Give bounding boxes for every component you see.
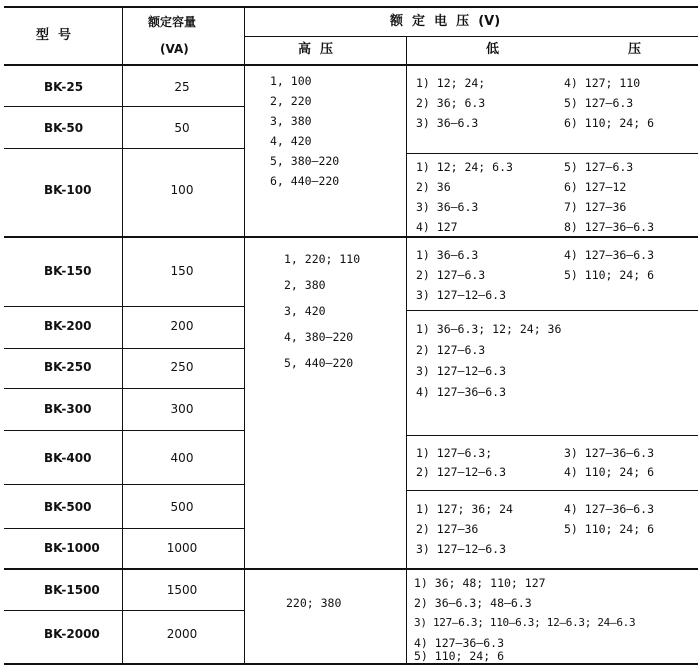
header-capacity: 额定容量 [148, 15, 197, 29]
model-cell: BK-25 [44, 80, 84, 94]
high-voltage-item: 2, 220 [270, 94, 312, 108]
low-voltage-item: 3) 127—36—6.3 [564, 446, 655, 460]
capacity-cell: 1000 [166, 541, 198, 555]
high-voltage-item: 220; 380 [286, 596, 342, 610]
high-voltage-item: 3, 380 [270, 114, 312, 128]
low-split-rule [406, 310, 698, 311]
header-inner-rule [244, 36, 698, 37]
row-rule [4, 484, 244, 485]
low-voltage-item: 3) 36—6.3 [416, 200, 479, 214]
table-top-rule [4, 6, 698, 8]
row-rule [4, 148, 244, 149]
model-cell: BK-400 [44, 451, 92, 465]
low-voltage-item: 4) 127—36—6.3 [414, 636, 505, 650]
capacity-cell: 50 [174, 121, 190, 135]
low-voltage-item: 1) 127; 36; 24 [416, 502, 513, 516]
group-rule [4, 568, 698, 570]
high-voltage-item: 1, 100 [270, 74, 312, 88]
model-cell: BK-1000 [44, 541, 100, 555]
col-divider-model [122, 6, 123, 665]
model-cell: BK-100 [44, 183, 92, 197]
low-voltage-item: 2) 36; 6.3 [416, 96, 486, 110]
row-rule [4, 430, 244, 431]
capacity-cell: 150 [170, 264, 194, 278]
low-voltage-item: 6) 127—12 [564, 180, 627, 194]
low-voltage-item: 2) 127—12—6.3 [416, 465, 507, 479]
low-voltage-item: 8) 127—36—6.3 [564, 220, 655, 234]
low-voltage-item: 1) 12; 24; 6.3 [416, 160, 513, 174]
capacity-cell: 400 [170, 451, 194, 465]
capacity-cell: 1500 [166, 583, 198, 597]
model-cell: BK-50 [44, 121, 84, 135]
header-low-voltage: 低 压 [486, 42, 642, 57]
col-divider-capacity [244, 6, 245, 665]
capacity-cell: 250 [170, 360, 194, 374]
low-voltage-item: 5) 127—6.3 [564, 96, 634, 110]
low-voltage-item: 4) 127—36—6.3 [564, 248, 655, 262]
low-voltage-item: 4) 127—36—6.3 [564, 502, 655, 516]
low-voltage-item: 2) 127—6.3 [416, 268, 486, 282]
low-voltage-item: 6) 110; 24; 6 [564, 116, 655, 130]
row-rule [4, 306, 244, 307]
header-model: 型 号 [36, 28, 72, 43]
table-bottom-rule [4, 663, 698, 665]
capacity-cell: 300 [170, 402, 194, 416]
low-split-rule [406, 490, 698, 491]
row-rule [4, 348, 244, 349]
model-cell: BK-250 [44, 360, 92, 374]
group-rule [4, 236, 698, 238]
model-cell: BK-150 [44, 264, 92, 278]
capacity-cell: 2000 [166, 627, 198, 641]
low-voltage-item: 3) 127—6.3; 110—6.3; 12—6.3; 24—6.3 [414, 616, 636, 629]
header-high-voltage: 高 压 [298, 42, 334, 57]
model-cell: BK-500 [44, 500, 92, 514]
model-cell: BK-2000 [44, 627, 100, 641]
high-voltage-item: 3, 420 [284, 304, 326, 318]
low-voltage-item: 4) 127—36—6.3 [416, 385, 507, 399]
low-voltage-item: 2) 36—6.3; 48—6.3 [414, 596, 532, 610]
model-cell: BK-1500 [44, 583, 100, 597]
low-split-rule [406, 435, 698, 436]
low-voltage-item: 5) 110; 24; 6 [564, 522, 655, 536]
row-rule [4, 610, 244, 611]
model-cell: BK-200 [44, 319, 92, 333]
low-voltage-item: 2) 127—36 [416, 522, 479, 536]
low-voltage-item: 3) 36—6.3 [416, 116, 479, 130]
capacity-cell: 25 [174, 80, 190, 94]
low-voltage-item: 5) 110; 24; 6 [564, 268, 655, 282]
low-voltage-item: 4) 127 [416, 220, 458, 234]
row-rule [4, 106, 244, 107]
high-voltage-item: 2, 380 [284, 278, 326, 292]
high-voltage-item: 5, 380—220 [270, 154, 340, 168]
capacity-cell: 500 [170, 500, 194, 514]
high-voltage-item: 1, 220; 110 [284, 252, 361, 266]
low-voltage-item: 1) 36—6.3 [416, 248, 479, 262]
high-voltage-item: 4, 420 [270, 134, 312, 148]
low-voltage-item: 4) 110; 24; 6 [564, 465, 655, 479]
header-rated-voltage: 额 定 电 压 (V) [390, 14, 501, 29]
low-voltage-item: 1) 36; 48; 110; 127 [414, 576, 546, 590]
model-cell: BK-300 [44, 402, 92, 416]
low-voltage-item: 7) 127—36 [564, 200, 627, 214]
low-voltage-item: 2) 127—6.3 [416, 343, 486, 357]
row-rule [4, 528, 244, 529]
header-capacity-unit: (VA) [160, 42, 189, 56]
capacity-cell: 100 [170, 183, 194, 197]
capacity-cell: 200 [170, 319, 194, 333]
low-voltage-item: 4) 127; 110 [564, 76, 641, 90]
row-rule [4, 388, 244, 389]
low-voltage-item: 5) 110; 24; 6 [414, 649, 505, 663]
low-voltage-item: 3) 127—12—6.3 [416, 288, 507, 302]
low-voltage-item: 1) 36—6.3; 12; 24; 36 [416, 322, 562, 336]
header-bottom-rule [4, 64, 698, 66]
high-voltage-item: 4, 380—220 [284, 330, 354, 344]
high-voltage-item: 6, 440—220 [270, 174, 340, 188]
low-voltage-item: 2) 36 [416, 180, 451, 194]
low-voltage-item: 1) 127—6.3; [416, 446, 493, 460]
low-voltage-item: 3) 127—12—6.3 [416, 364, 507, 378]
low-voltage-item: 3) 127—12—6.3 [416, 542, 507, 556]
low-voltage-item: 1) 12; 24; [416, 76, 486, 90]
col-divider-high-low [406, 36, 407, 665]
low-voltage-item: 5) 127—6.3 [564, 160, 634, 174]
low-split-rule [406, 153, 698, 154]
high-voltage-item: 5, 440—220 [284, 356, 354, 370]
